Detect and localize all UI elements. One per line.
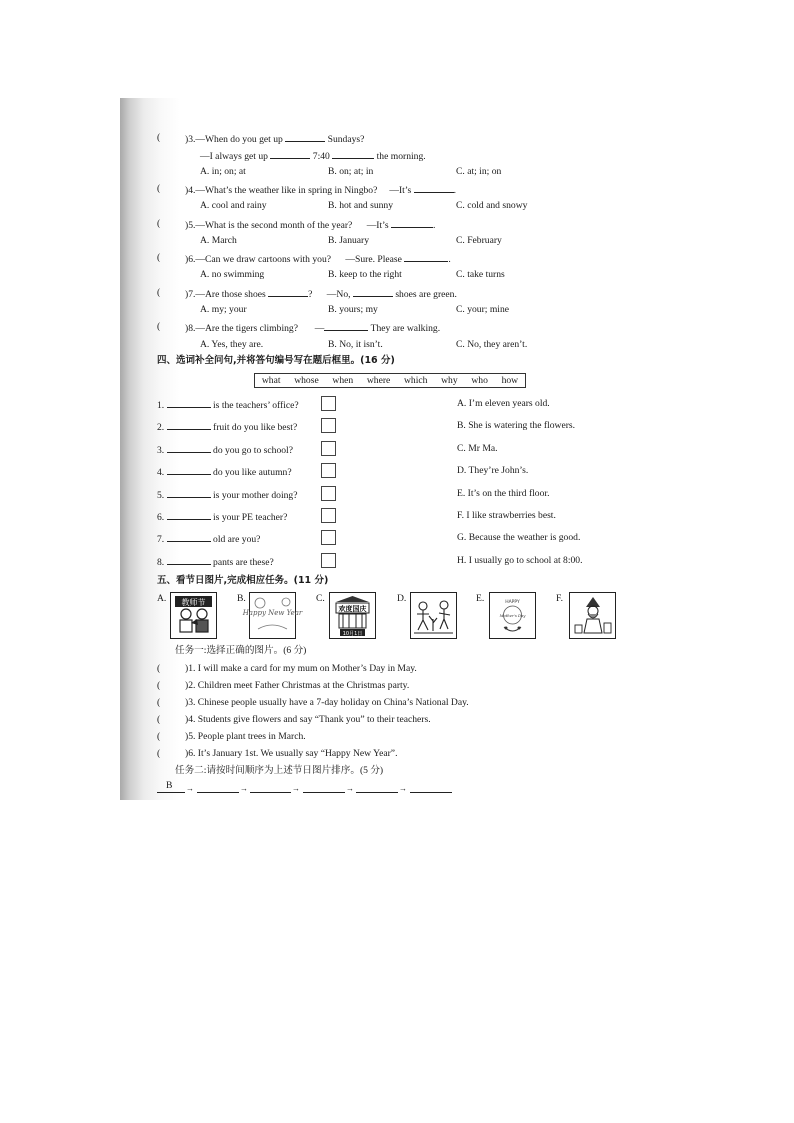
s4-answer-f: F. I like strawberries best.: [457, 510, 556, 521]
task1-item-5: )5. People plant trees in March.: [185, 731, 306, 742]
word: what: [261, 375, 281, 386]
word: when: [332, 375, 354, 386]
s4-question-5: 5. is your mother doing?: [157, 490, 298, 501]
q3-option-b: B. on; at; in: [328, 166, 374, 177]
s4-answer-b: B. She is watering the flowers.: [457, 420, 576, 431]
answer-box-3[interactable]: [321, 441, 336, 456]
section4-title: 四、选词补全问句,并将答句编号写在题后框里。(16 分): [157, 355, 395, 366]
answer-box-5[interactable]: [321, 486, 336, 501]
q6-option-a: A. no swimming: [200, 269, 265, 280]
paren: (: [157, 218, 161, 229]
word: why: [441, 375, 458, 386]
picture-a-teachers-day: [170, 592, 217, 639]
q4-option-a: A. cool and rainy: [200, 200, 267, 211]
sequence-blank-3[interactable]: [250, 791, 291, 793]
picture-f-christmas: [569, 592, 616, 639]
picture-e-caption: HAPPY: [505, 600, 520, 605]
answer-box-2[interactable]: [321, 418, 336, 433]
q3-line2: —I always get up 7:40 the morning.: [200, 151, 426, 162]
q6-option-c: C. take turns: [456, 269, 505, 280]
picture-c-caption: 欢度国庆: [338, 605, 367, 613]
s4-question-3: 3. do you go to school?: [157, 445, 293, 456]
arrow-icon: →: [292, 784, 300, 793]
word: which: [403, 375, 428, 386]
s4-answer-e: E. It’s on the third floor.: [457, 488, 550, 499]
paren: (: [157, 287, 161, 298]
paren: (: [157, 663, 161, 674]
paren: (: [157, 731, 161, 742]
sequence-blank-6[interactable]: [410, 791, 452, 793]
q7-option-a: A. my; your: [200, 304, 247, 315]
word: whose: [294, 375, 319, 386]
arrow-icon: →: [346, 784, 354, 793]
word: where: [366, 375, 391, 386]
paren: (: [157, 748, 161, 759]
q3-line1: )3.—When do you get up Sundays?: [185, 134, 365, 145]
q8-option-b: B. No, it isn’t.: [328, 339, 383, 350]
task1-item-6: )6. It’s January 1st. We usually say “Happy New Year”.: [185, 748, 398, 759]
sequence-blank-5[interactable]: [356, 791, 398, 793]
picture-e-label: E.: [476, 593, 485, 604]
word: how: [501, 375, 519, 386]
task1-item-4: )4. Students give flowers and say “Thank you” to their teachers.: [185, 714, 431, 725]
q5-option-c: C. February: [456, 235, 502, 246]
answer-box-6[interactable]: [321, 508, 336, 523]
picture-c-subcaption: 10月1日: [342, 631, 363, 637]
answer-box-4[interactable]: [321, 463, 336, 478]
paren: (: [157, 252, 161, 263]
q6-option-b: B. keep to the right: [328, 269, 402, 280]
s4-answer-a: A. I’m eleven years old.: [457, 398, 550, 409]
paren: (: [157, 697, 161, 708]
s4-question-7: 7. old are you?: [157, 534, 261, 545]
word: who: [471, 375, 488, 386]
s4-question-4: 4. do you like autumn?: [157, 467, 292, 478]
s4-answer-h: H. I usually go to school at 8:00.: [457, 555, 583, 566]
q3-option-c: C. at; in; on: [456, 166, 502, 177]
task1-title: 任务一:选择正确的图片。(6 分): [175, 645, 307, 656]
picture-f-label: F.: [556, 593, 563, 604]
sequence-blank-1[interactable]: [157, 791, 185, 793]
sequence-blank-2[interactable]: [197, 791, 239, 793]
q7-question: )7.—Are those shoes ? —No, shoes are green.: [185, 289, 457, 300]
s4-answer-d: D. They’re John’s.: [457, 465, 529, 476]
arrow-icon: →: [240, 784, 248, 793]
q8-option-a: A. Yes, they are.: [200, 339, 264, 350]
paren: (: [157, 680, 161, 691]
picture-d-label: D.: [397, 593, 407, 604]
s4-question-8: 8. pants are these?: [157, 557, 274, 568]
q8-option-c: C. No, they aren’t.: [456, 339, 528, 350]
answer-box-7[interactable]: [321, 530, 336, 545]
q3-option-a: A. in; on; at: [200, 166, 246, 177]
task2-title: 任务二:请按时间顺序为上述节日图片排序。(5 分): [175, 765, 384, 776]
paren: (: [157, 183, 161, 194]
task1-item-3: )3. Chinese people usually have a 7-day holiday on China’s National Day.: [185, 697, 469, 708]
paren: (: [157, 714, 161, 725]
word-bank: [254, 373, 526, 388]
picture-e-subcaption: Mother's Day: [499, 613, 526, 618]
picture-e-mothers-day: [489, 592, 536, 639]
picture-d-tree-planting: [410, 592, 457, 639]
picture-b-caption: Happy New Year: [242, 609, 303, 617]
picture-a-label: A.: [157, 593, 167, 604]
s4-question-1: 1. is the teachers’ office?: [157, 400, 299, 411]
s4-question-2: 2. fruit do you like best?: [157, 422, 298, 433]
q5-question: )5.—What is the second month of the year? —It’s .: [185, 220, 436, 231]
paren: (: [157, 132, 161, 143]
picture-b-new-year: [242, 592, 303, 639]
q8-question: )8.—Are the tigers climbing? — They are walking.: [185, 323, 441, 334]
picture-a-caption: 教师节: [181, 598, 206, 607]
answer-box-1[interactable]: [321, 396, 336, 411]
answer-box-8[interactable]: [321, 553, 336, 568]
arrow-icon: →: [186, 784, 194, 793]
arrow-icon: →: [399, 784, 407, 793]
picture-c-label: C.: [316, 593, 325, 604]
sequence-first-answer: B: [166, 780, 173, 791]
q4-question: )4.—What’s the weather like in spring in Ningbo? —It’s .: [185, 185, 457, 196]
s4-answer-g: G. Because the weather is good.: [457, 532, 581, 543]
q6-question: )6.—Can we draw cartoons with you? —Sure. Please .: [185, 254, 451, 265]
sequence-blank-4[interactable]: [303, 791, 345, 793]
picture-b-label: B.: [237, 593, 246, 604]
q4-option-b: B. hot and sunny: [328, 200, 394, 211]
section5-title: 五、看节日图片,完成相应任务。(11 分): [157, 575, 329, 586]
q7-option-b: B. yours; my: [328, 304, 378, 315]
q4-option-c: C. cold and snowy: [456, 200, 528, 211]
task1-item-1: )1. I will make a card for my mum on Mother’s Day in May.: [185, 663, 417, 674]
q5-option-a: A. March: [200, 235, 237, 246]
picture-c-national-day: [329, 592, 376, 639]
s4-question-6: 6. is your PE teacher?: [157, 512, 288, 523]
q7-option-c: C. your; mine: [456, 304, 510, 315]
q5-option-b: B. January: [328, 235, 370, 246]
task1-item-2: )2. Children meet Father Christmas at the Christmas party.: [185, 680, 410, 691]
s4-answer-c: C. Mr Ma.: [457, 443, 498, 454]
paren: (: [157, 321, 161, 332]
